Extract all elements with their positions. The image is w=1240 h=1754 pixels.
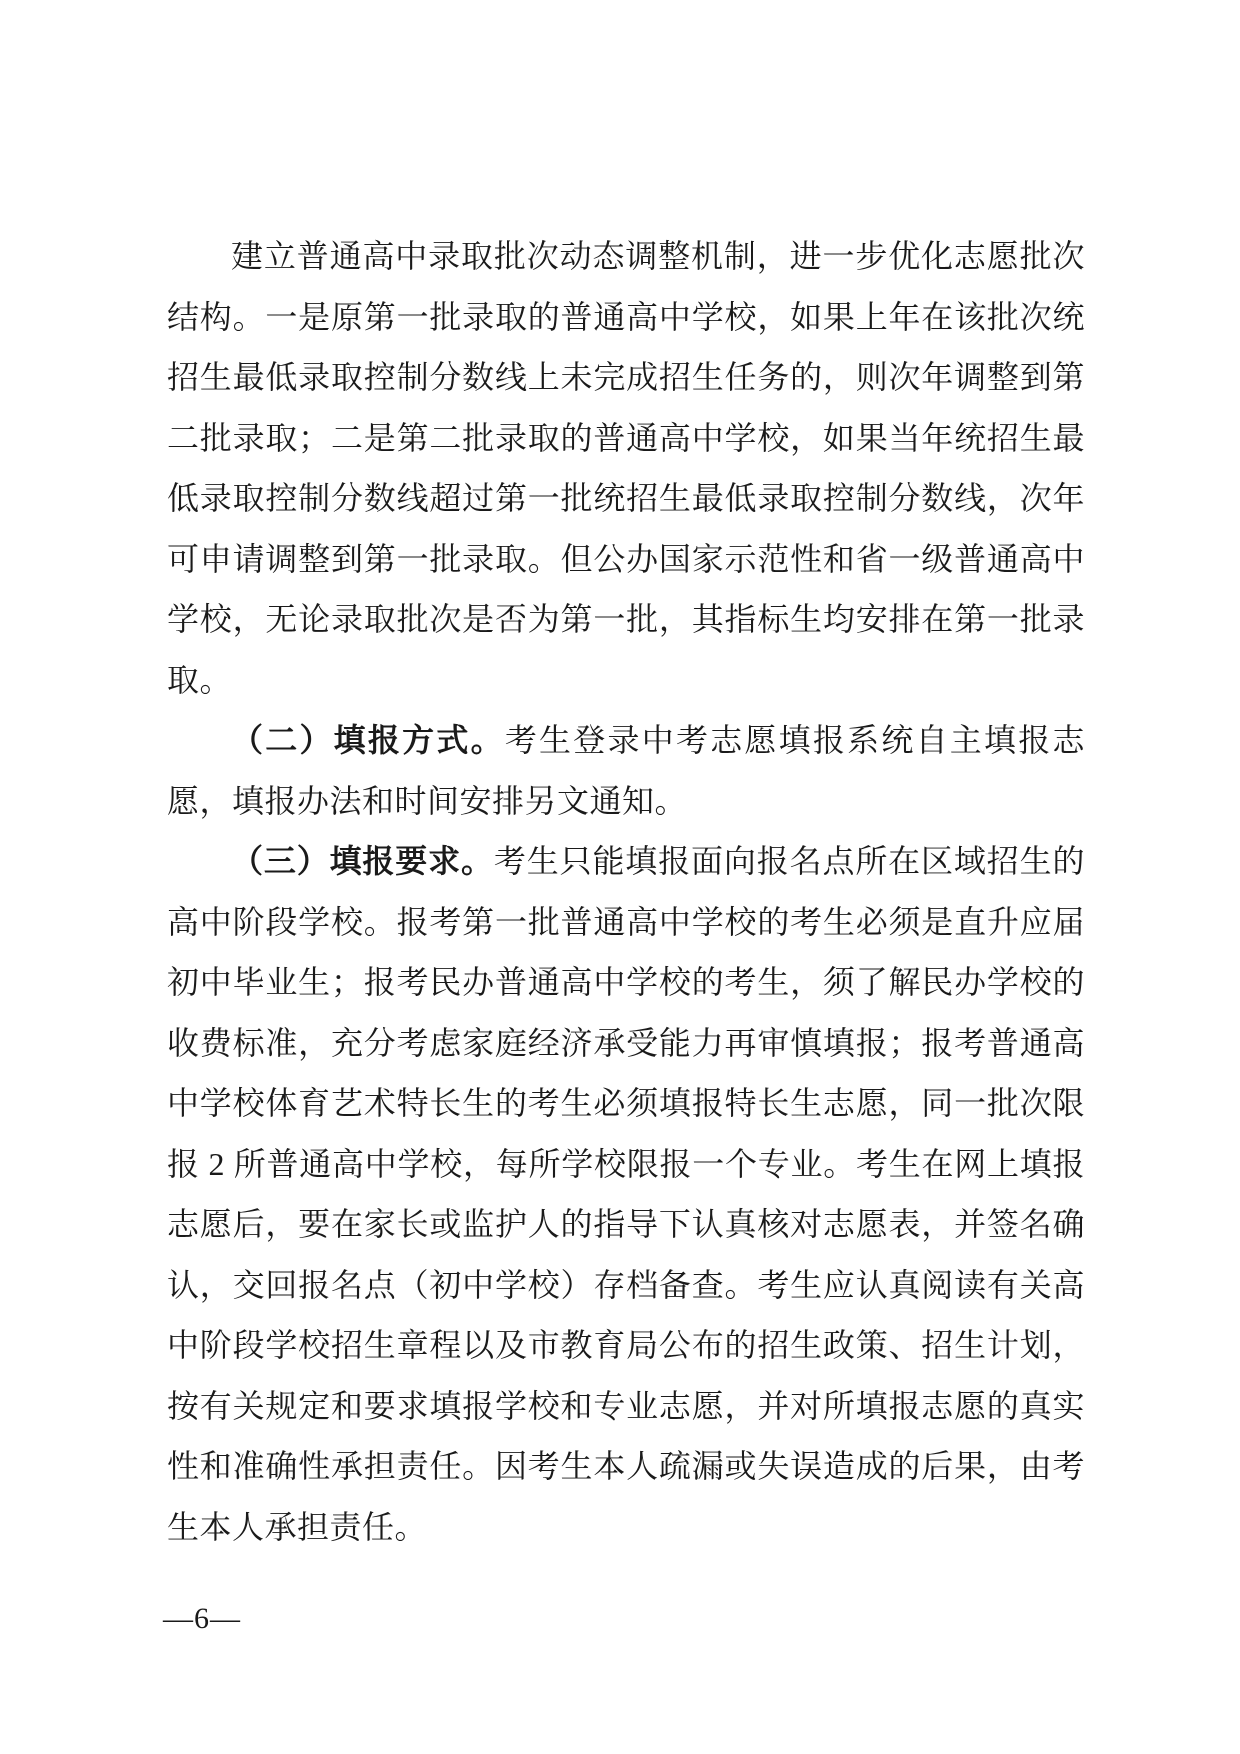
paragraph-2-heading: （二）填报方式。 — [231, 722, 505, 758]
document-body — [167, 226, 1085, 1557]
paragraph-2-text: 考生登录中考志愿填报系统自主填报志愿，填报办法和时间安排另文通知。 — [167, 722, 1085, 819]
paragraph-3-heading: （三）填报要求。 — [231, 843, 494, 879]
paragraph-1-text: 建立普通高中录取批次动态调整机制，进一步优化志愿批次结构。一是原第一批录取的普通高中学校，如果上年在该批次统招生最低录取控制分数线上未完成招生任务的，则次年调整到第二批录取；二是第二批录取的普通高中学校，如果当年统招生最低录取控制分数线超过第一批统招生最低录取控制分数线，次年可申请调整到第一批录取。但公办国家示范性和省一级普通高中学校，无论录取批次是否为第一批，其指标生均安排在第一批录取。 — [167, 238, 1085, 698]
page-footer — [163, 1602, 241, 1636]
paragraph-3-text: 考生只能填报面向报名点所在区域招生的高中阶段学校。报考第一批普通高中学校的考生必须是直升应届初中毕业生；报考民办普通高中学校的考生，须了解民办学校的收费标准，充分考虑家庭经济承受能力再审慎填报；报考普通高中学校体育艺术特长生的考生必须填报特长生志愿，同一批次限报 2 所普通高中学校，每所学校限报一个专业。考生在网上填报志愿后，要在家长或监护人的指导下认真核对志愿表，并签名确认，交回报名点（初中学校）存档备查。考生应认真阅读有关高中阶段学校招生章程以及市教育局公布的招生政策、招生计划，按有关规定和要求填报学校和专业志愿，并对所填报志愿的真实性和准确性承担责任。因考生本人疏漏或失误造成的后果，由考生本人承担责任。 — [167, 843, 1085, 1545]
paragraph-filling-requirements — [167, 831, 1085, 1557]
paragraph-filling-method — [167, 710, 1085, 831]
page-number: —6— — [163, 1602, 241, 1635]
paragraph-batch-adjustment — [167, 226, 1085, 710]
